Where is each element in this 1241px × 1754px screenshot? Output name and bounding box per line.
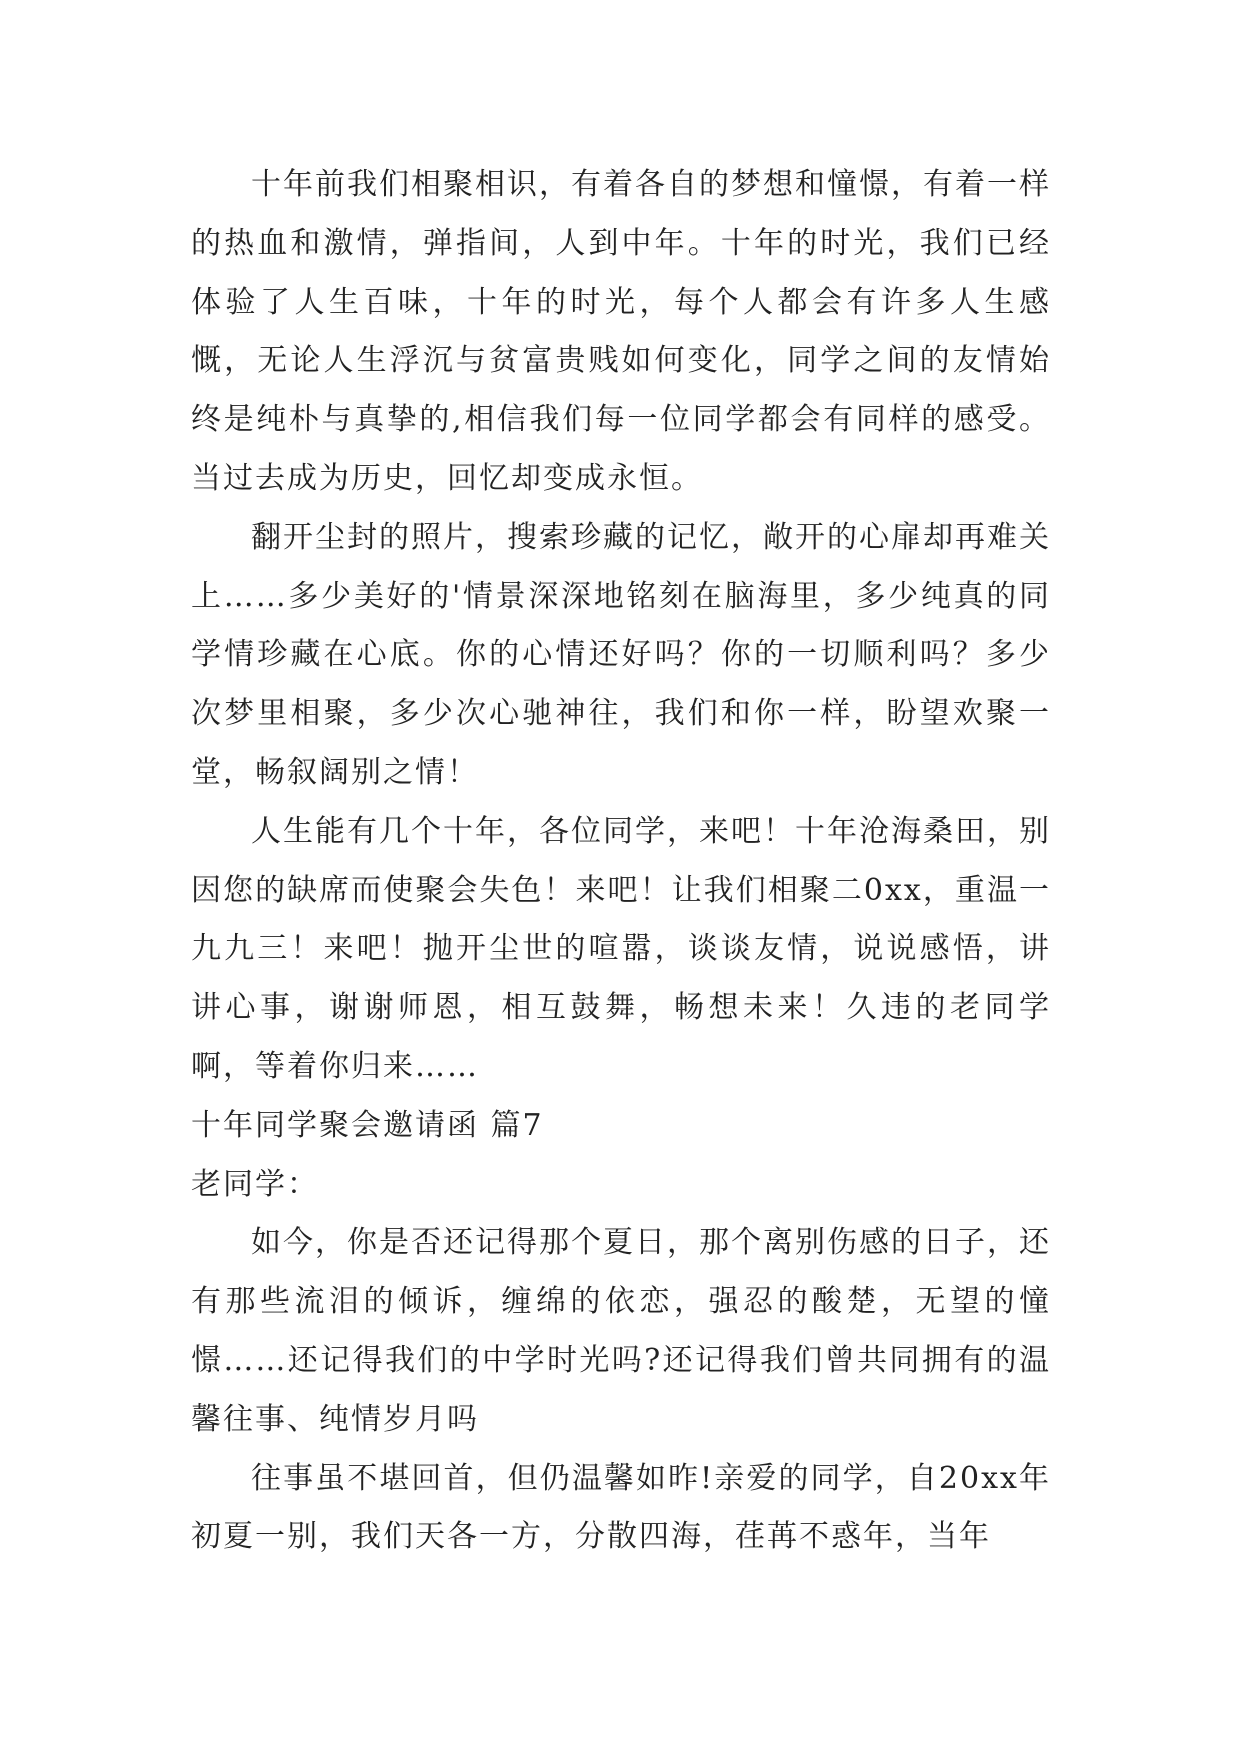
section-title: 十年同学聚会邀请函 篇7 (191, 1107, 544, 1143)
document-body (191, 156, 1051, 1567)
paragraph-5: 往事虽不堪回首，但仍温馨如昨!亲爱的同学，自20xx年初夏一别，我们天各一方，分散四海，荏苒不惑年，当年 (191, 1460, 1051, 1555)
salutation: 老同学： (191, 1166, 319, 1202)
paragraph-1: 十年前我们相聚相识，有着各自的梦想和憧憬，有着一样的热血和激情，弹指间，人到中年。十年的时光，我们已经体验了人生百味，十年的时光，每个人都会有许多人生感慨，无论人生浮沉与贫富贵贱如何变化，同学之间的友情始终是纯朴与真挚的,相信我们每一位同学都会有同样的感受。当过去成为历史，回忆却变成永恒。 (191, 167, 1051, 496)
paragraph-4: 如今，你是否还记得那个夏日，那个离别伤感的日子，还有那些流泪的倾诉，缠绵的依恋，强忍的酸楚，无望的憧憬……还记得我们的中学时光吗?还记得我们曾共同拥有的温馨往事、纯情岁月吗 (191, 1225, 1051, 1437)
paragraph-2: 翻开尘封的照片，搜索珍藏的记忆，敞开的心扉却再难关上……多少美好的'情景深深地铭刻在脑海里，多少纯真的同学情珍藏在心底。你的心情还好吗？你的一切顺利吗？多少次梦里相聚，多少次心驰神往，我们和你一样，盼望欢聚一堂，畅叙阔别之情！ (191, 519, 1051, 790)
paragraph-3: 人生能有几个十年，各位同学，来吧！十年沧海桑田，别因您的缺席而使聚会失色！来吧！让我们相聚二0xx，重温一九九三！来吧！抛开尘世的喧嚣，谈谈友情，说说感悟，讲讲心事，谢谢师恩，相互鼓舞，畅想未来！久违的老同学啊，等着你归来…… (191, 813, 1051, 1084)
